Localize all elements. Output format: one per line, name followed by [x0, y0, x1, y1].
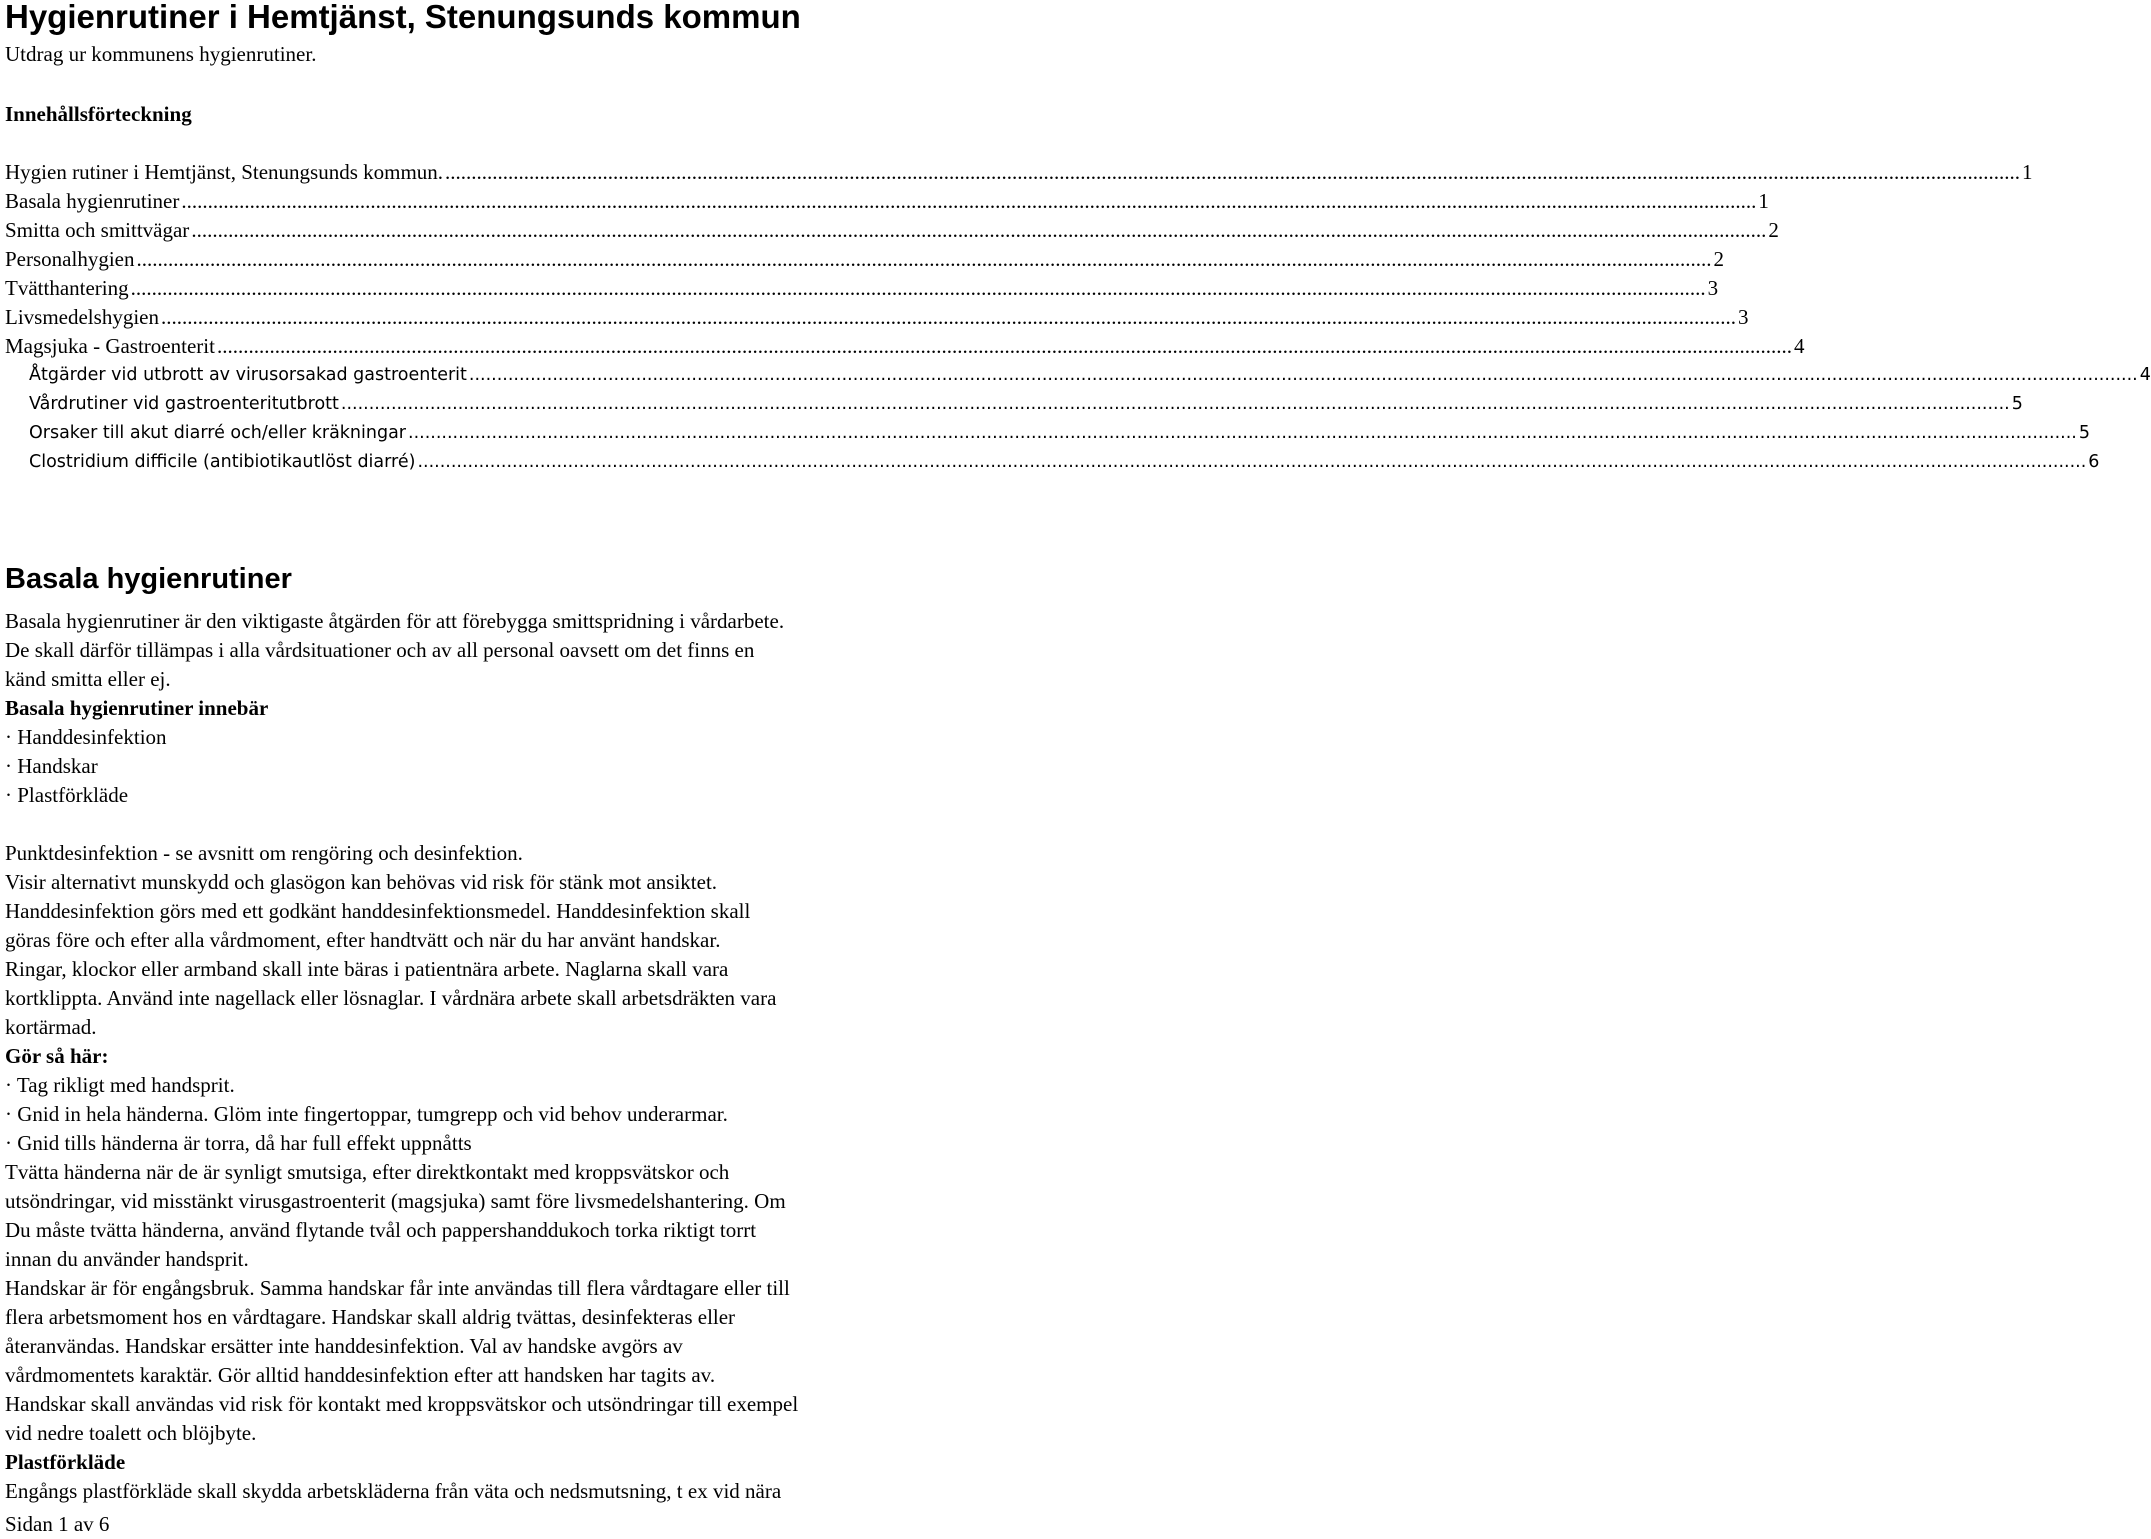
paragraph-line: innan du använder handsprit. — [5, 1247, 249, 1271]
toc-item-text: Tvätthantering — [5, 276, 129, 300]
toc-item-page: 4 — [2139, 365, 2151, 385]
toc-item-page: 5 — [2078, 423, 2090, 443]
paragraph-line: Engångs plastförkläde skall skydda arbetskläderna från väta och nedsmutsning, t ex vid nära — [5, 1479, 782, 1503]
list-item: · Handskar — [5, 754, 98, 778]
paragraph-line: Ringar, klockor eller armband skall inte bäras i patientnära arbete. Naglarna skall vara — [5, 957, 729, 981]
toc-item-page: 2 — [1713, 247, 1724, 271]
list-item: · Handdesinfektion — [5, 725, 167, 749]
toc-item[interactable] — [5, 274, 1719, 303]
subheading: Gör så här: — [5, 1044, 109, 1068]
toc-item-text: Personalhygien — [5, 247, 135, 271]
section-body — [5, 607, 960, 1506]
list-item: · Plastförkläde — [5, 783, 129, 807]
paragraph-line: Visir alternativt munskydd och glasögon kan behövas vid risk för stänk mot ansiktet. — [5, 870, 718, 894]
table-of-contents — [5, 158, 2151, 477]
toc-item-text: Orsaker till akut diarré och/eller kräkningar — [29, 423, 407, 443]
toc-leader-dots: ............................................................................................................................................................................................................................................................................................................ — [181, 189, 1757, 213]
paragraph-line: känd smitta eller ej. — [5, 667, 171, 691]
toc-leader-dots: ............................................................................................................................................................................................................................................................................................................ — [417, 452, 2087, 472]
toc-item[interactable] — [5, 245, 1724, 274]
page-number: Sidan 1 av 6 — [5, 1512, 110, 1536]
toc-item-text: Hygien rutiner i Hemtjänst, Stenungsunds kommun. — [5, 160, 444, 184]
paragraph-line: Tvätta händerna när de är synligt smutsiga, efter direktkontakt med kroppsvätskor och — [5, 1160, 730, 1184]
toc-item-page: 3 — [1707, 276, 1719, 300]
toc-item[interactable] — [5, 361, 2151, 390]
paragraph-line: vid nedre toalett och blöjbyte. — [5, 1421, 257, 1445]
toc-item-page: 6 — [2088, 452, 2100, 472]
paragraph-line: De skall därför tillämpas i alla vårdsituationer och av all personal oavsett om det finns en — [5, 638, 755, 662]
paragraph-line: återanvändas. Handskar ersätter inte handdesinfektion. Val av handske avgörs av — [5, 1334, 683, 1358]
toc-item[interactable] — [5, 158, 2033, 187]
toc-item-page: 5 — [2011, 394, 2023, 414]
toc-leader-dots: ............................................................................................................................................................................................................................................................................................................ — [445, 160, 2021, 184]
toc-item-text: Clostridium difficile (antibiotikautlöst diarré) — [29, 452, 416, 472]
document-title: Hygienrutiner i Hemtjänst, Stenungsunds kommun — [5, 0, 801, 35]
toc-heading: Innehållsförteckning — [5, 102, 192, 126]
toc-item-text: Magsjuka - Gastroenterit — [5, 334, 215, 358]
toc-leader-dots: ............................................................................................................................................................................................................................................................................................................ — [340, 394, 2010, 414]
paragraph-line: kortklippta. Använd inte nagellack eller lösnaglar. I vårdnära arbete skall arbetsdräkten vara — [5, 986, 777, 1010]
toc-item[interactable] — [5, 303, 1749, 332]
toc-leader-dots: ............................................................................................................................................................................................................................................................................................................ — [160, 305, 1736, 329]
toc-leader-dots: ............................................................................................................................................................................................................................................................................................................ — [130, 276, 1706, 300]
toc-leader-dots: ............................................................................................................................................................................................................................................................................................................ — [468, 365, 2138, 385]
toc-item[interactable] — [5, 390, 2023, 419]
toc-leader-dots: ............................................................................................................................................................................................................................................................................................................ — [216, 334, 1792, 358]
paragraph-line: Handskar är för engångsbruk. Samma handskar får inte användas till flera vårdtagare eller till — [5, 1276, 790, 1300]
section-heading: Basala hygienrutiner — [5, 563, 292, 595]
toc-item-page: 4 — [1793, 334, 1805, 358]
paragraph-line: Punktdesinfektion - se avsnitt om rengöring och desinfektion. — [5, 841, 523, 865]
toc-item-text: Livsmedelshygien — [5, 305, 159, 329]
toc-leader-dots: ............................................................................................................................................................................................................................................................................................................ — [191, 218, 1767, 242]
toc-item[interactable] — [5, 419, 2090, 448]
paragraph-line: vårdmomentets karaktär. Gör alltid handdesinfektion efter att handsken har tagits av. — [5, 1363, 716, 1387]
toc-item-page: 1 — [2022, 160, 2033, 184]
toc-item[interactable] — [5, 448, 2100, 477]
toc-item-text: Basala hygienrutiner — [5, 189, 180, 213]
subheading: Plastförkläde — [5, 1450, 126, 1474]
toc-item-text: Åtgärder vid utbrott av virusorsakad gastroenterit — [29, 365, 467, 385]
paragraph-gap — [5, 810, 960, 839]
toc-item-page: 3 — [1737, 305, 1749, 329]
toc-leader-dots: ............................................................................................................................................................................................................................................................................................................ — [408, 423, 2077, 443]
toc-item[interactable] — [5, 216, 1779, 245]
paragraph-line: flera arbetsmoment hos en vårdtagare. Handskar skall aldrig tvättas, desinfekteras eller — [5, 1305, 736, 1329]
paragraph-line: utsöndringar, vid misstänkt virusgastroenterit (magsjuka) samt före livsmedelshantering. Om — [5, 1189, 786, 1213]
document-subtitle: Utdrag ur kommunens hygienrutiner. — [5, 42, 317, 66]
paragraph-line: göras före och efter alla vårdmoment, efter handtvätt och när du har använt handskar. — [5, 928, 721, 952]
list-item: · Gnid in hela händerna. Glöm inte fingertoppar, tumgrepp och vid behov underarmar. — [5, 1102, 728, 1126]
list-item: · Tag rikligt med handsprit. — [5, 1073, 235, 1097]
paragraph-line: Handdesinfektion görs med ett godkänt handdesinfektionsmedel. Handdesinfektion skall — [5, 899, 751, 923]
paragraph-line: Du måste tvätta händerna, använd flytande tvål och pappershanddukoch torka riktigt torrt — [5, 1218, 757, 1242]
toc-item-page: 1 — [1758, 189, 1769, 213]
toc-item[interactable] — [5, 332, 1805, 361]
paragraph-line: kortärmad. — [5, 1015, 97, 1039]
paragraph-line: Handskar skall användas vid risk för kontakt med kroppsvätskor och utsöndringar till exempel — [5, 1392, 799, 1416]
paragraph-line: Basala hygienrutiner är den viktigaste åtgärden för att förebygga smittspridning i vårdarbete. — [5, 609, 785, 633]
toc-item-page: 2 — [1768, 218, 1779, 242]
toc-item-text: Smitta och smittvägar — [5, 218, 190, 242]
toc-item[interactable] — [5, 187, 1769, 216]
list-item: · Gnid tills händerna är torra, då har full effekt uppnåtts — [5, 1131, 472, 1155]
toc-item-text: Vårdrutiner vid gastroenteritutbrott — [29, 394, 339, 414]
subheading: Basala hygienrutiner innebär — [5, 696, 269, 720]
toc-leader-dots: ............................................................................................................................................................................................................................................................................................................ — [136, 247, 1712, 271]
